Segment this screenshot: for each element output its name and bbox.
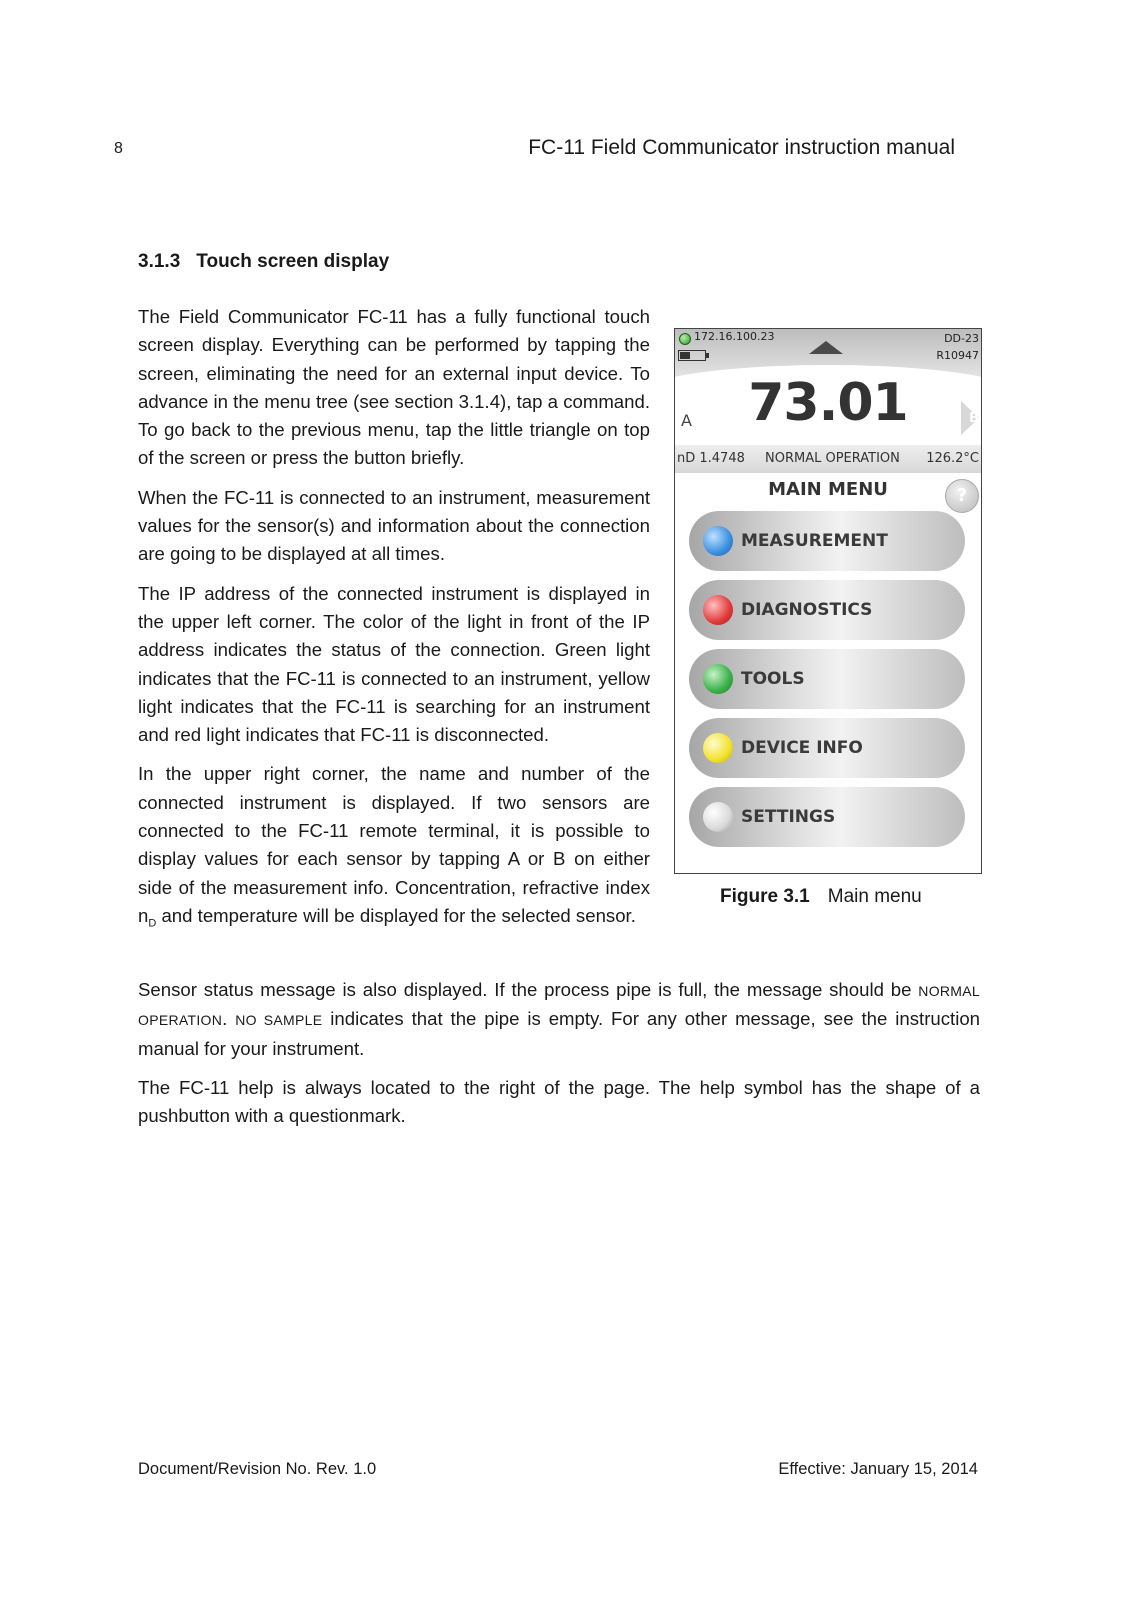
- paragraph-sensors: [138, 760, 650, 938]
- menu-button-settings[interactable]: [689, 787, 965, 847]
- section-title: Touch screen display: [196, 251, 390, 272]
- status-message-text-end: indicates that the pipe is empty. For any other message, see the instruction manual for your instrument.: [138, 1008, 981, 1059]
- section-number: 3.1.3: [138, 251, 181, 272]
- paragraph-help: The FC-11 help is always located to the right of the page. The help symbol has the shape of a pushbutton with a questionmark.: [138, 1076, 980, 1127]
- paragraph-status-message: [138, 976, 980, 1063]
- green-light-icon: [703, 664, 733, 694]
- small-caps-normal-operation: NORMAL OPERATION: [138, 983, 980, 1029]
- device-number: R10947: [936, 349, 979, 362]
- footer-revision: Document/Revision No. Rev. 1.0: [138, 1460, 377, 1478]
- menu-button-label: TOOLS: [741, 669, 805, 689]
- menu-button-device-info[interactable]: [689, 718, 965, 778]
- paragraph-intro: The Field Communicator FC-11 has a fully functional touch screen display. Everything can be performed by tapping the screen, eliminating the need for an external input device. To advance in the menu tree (see section 3.1.4), tap a command. To go back to the previous menu, tap the little triangle on top of the screen or press the button briefly.: [138, 306, 650, 469]
- grey-light-icon: [703, 802, 733, 832]
- temperature: 126.2°C: [926, 451, 979, 466]
- menu-button-diagnostics[interactable]: [689, 580, 965, 640]
- figure-number: Figure 3.1: [720, 886, 810, 907]
- sensor-a-selector[interactable]: A: [681, 411, 692, 430]
- connection-status-light-icon: [679, 333, 691, 345]
- measurement-reading: 73.01: [748, 373, 908, 433]
- figure-caption: [720, 886, 922, 908]
- status-message-text-period: .: [222, 1008, 236, 1030]
- paragraph-connection: When the FC-11 is connected to an instrument, measurement values for the sensor(s) and information about the connection are going to be displayed at all times.: [138, 486, 650, 565]
- device-screen-figure: [674, 328, 982, 874]
- running-header: FC-11 Field Communicator instruction manual: [528, 136, 955, 159]
- paragraph-sensors-text: In the upper right corner, the name and number of the connected instrument is displayed. If two sensors are connected to the FC-11 remote terminal, it is possible to display values for each sensor by tapping A or B on either side of the measurement info. Concentration, refractive index n: [138, 763, 650, 926]
- paragraph-ip-address: The IP address of the connected instrument is displayed in the upper left corner. The color of the light in front of the IP address indicates the status of the connection. Green light indicates that the FC-11 is connected to an instrument, yellow light indicates that the FC-11 is searching for an instrument and red light indicates that FC-11 is disconnected.: [138, 582, 650, 746]
- measurement-info-bar: [675, 445, 981, 473]
- ip-address: 172.16.100.23: [694, 330, 775, 343]
- help-button[interactable]: ?: [945, 479, 979, 513]
- menu-title: MAIN MENU: [768, 479, 888, 500]
- text-full-width: [138, 976, 980, 1141]
- menu-button-measurement[interactable]: [689, 511, 965, 571]
- yellow-light-icon: [703, 733, 733, 763]
- back-triangle-icon[interactable]: [809, 341, 843, 354]
- device-id: [936, 330, 979, 364]
- paragraph-sensors-text-end: and temperature will be displayed for the selected sensor.: [156, 904, 636, 926]
- status-message-text: Sensor status message is also displayed. If the process pipe is full, the message should be: [138, 979, 919, 1000]
- refractive-index: nD 1.4748: [677, 451, 745, 466]
- sensor-b-selector[interactable]: B: [969, 411, 979, 426]
- footer-effective-date: Effective: January 15, 2014: [778, 1460, 978, 1478]
- subscript-d: D: [148, 917, 157, 930]
- blue-light-icon: [703, 526, 733, 556]
- menu-button-label: DEVICE INFO: [741, 738, 863, 758]
- small-caps-no-sample: NO SAMPLE: [235, 1012, 323, 1029]
- page-number: 8: [114, 140, 123, 157]
- battery-icon: [678, 350, 706, 361]
- menu-button-tools[interactable]: [689, 649, 965, 709]
- menu-button-label: SETTINGS: [741, 807, 836, 827]
- figure-caption-text: Main menu: [827, 886, 922, 907]
- red-light-icon: [703, 595, 733, 625]
- menu-button-label: DIAGNOSTICS: [741, 600, 873, 620]
- section-heading: [138, 251, 389, 273]
- text-column: [138, 303, 650, 949]
- device-name: DD-23: [944, 332, 979, 345]
- sensor-status: NORMAL OPERATION: [765, 451, 900, 466]
- menu-button-label: MEASUREMENT: [741, 531, 888, 551]
